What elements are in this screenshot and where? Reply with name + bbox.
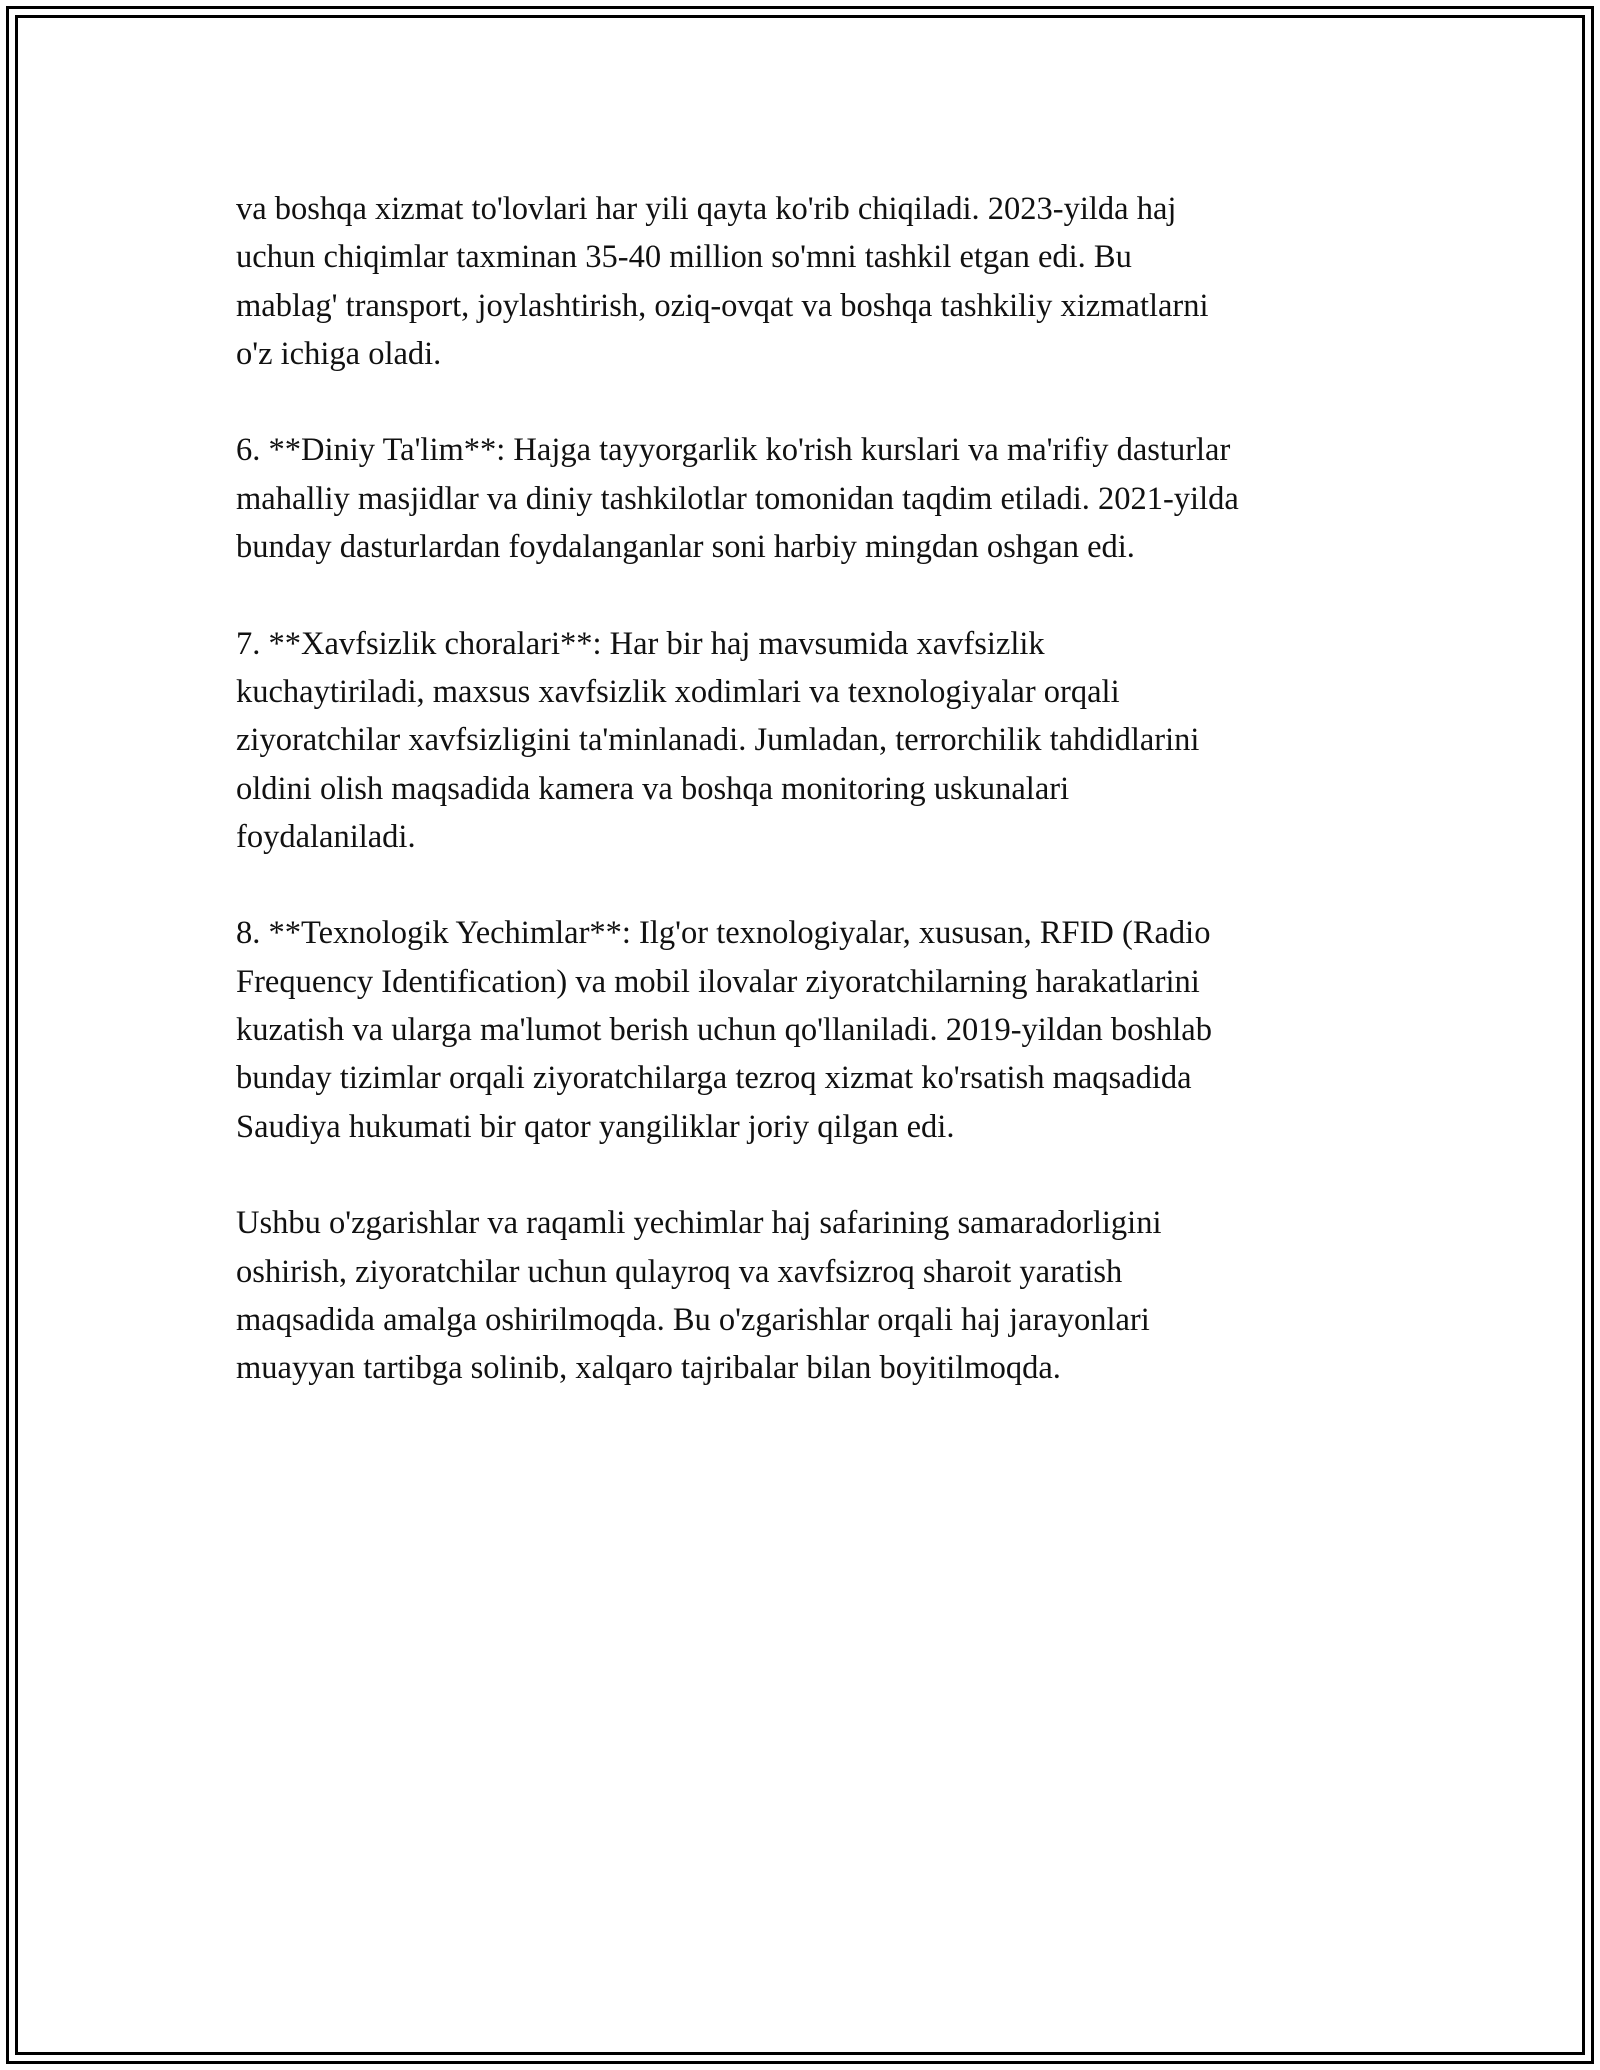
text-line: kuchaytiriladi, maxsus xavfsizlik xodimlari va texnologiyalar orqali — [236, 673, 1120, 710]
text-line: oldini olish maqsadida kamera va boshqa monitoring uskunalari — [236, 770, 1070, 807]
text-line: Ushbu o'zgarishlar va raqamli yechimlar haj safarining samaradorligini — [236, 1205, 1162, 1242]
paragraph-item-7-security-measures — [236, 620, 1376, 861]
text-line: Saudiya hukumati bir qator yangiliklar joriy qilgan edi. — [236, 1108, 955, 1145]
text-line: mablag' transport, joylashtirish, oziq-ovqat va boshqa tashkiliy xizmatlarni — [236, 287, 1209, 324]
text-line: 7. **Xavfsizlik choralari**: Har bir haj mavsumida xavfsizlik — [236, 625, 1045, 662]
text-line: mahalliy masjidlar va diniy tashkilotlar tomonidan taqdim etiladi. 2021-yilda — [236, 480, 1239, 517]
text-line: kuzatish va ularga ma'lumot berish uchun qo'llaniladi. 2019-yildan boshlab — [236, 1012, 1212, 1049]
text-line: bunday dasturlardan foydalanganlar soni harbiy mingdan oshgan edi. — [236, 529, 1135, 566]
paragraph-item-6-religious-education — [236, 426, 1376, 571]
text-line: bunday tizimlar orqali ziyoratchilarga tezroq xizmat ko'rsatish maqsadida — [236, 1060, 1192, 1097]
text-line: o'z ichiga oladi. — [236, 335, 442, 372]
text-line: va boshqa xizmat to'lovlari har yili qayta ko'rib chiqiladi. 2023-yilda haj — [236, 191, 1177, 227]
text-line: oshirish, ziyoratchilar uchun qulayroq va xavfsizroq sharoit yaratish — [236, 1253, 1123, 1290]
text-line: foydalaniladi. — [236, 818, 416, 855]
text-line: uchun chiqimlar taxminan 35-40 million so'mni tashkil etgan edi. Bu — [236, 239, 1132, 276]
paragraph-cost-continuation — [236, 185, 1376, 378]
text-line: maqsadida amalga oshirilmoqda. Bu o'zgarishlar orqali haj jarayonlari — [236, 1301, 1150, 1338]
paragraph-conclusion — [236, 1199, 1376, 1392]
text-line: 6. **Diniy Ta'lim**: Hajga tayyorgarlik ko'rish kurslari va ma'rifiy dasturlar — [236, 432, 1231, 469]
text-line: 8. **Texnologik Yechimlar**: Ilg'or texnologiyalar, xususan, RFID (Radio — [236, 915, 1211, 952]
text-line: Frequency Identification) va mobil ilovalar ziyoratchilarning harakatlarini — [236, 963, 1200, 1000]
document-body — [236, 185, 1376, 1441]
paragraph-item-8-technological-solutions — [236, 909, 1376, 1150]
text-line: ziyoratchilar xavfsizligini ta'minlanadi. Jumladan, terrorchilik tahdidlarini — [236, 722, 1200, 759]
text-line: muayyan tartibga solinib, xalqaro tajribalar bilan boyitilmoqda. — [236, 1350, 1061, 1387]
